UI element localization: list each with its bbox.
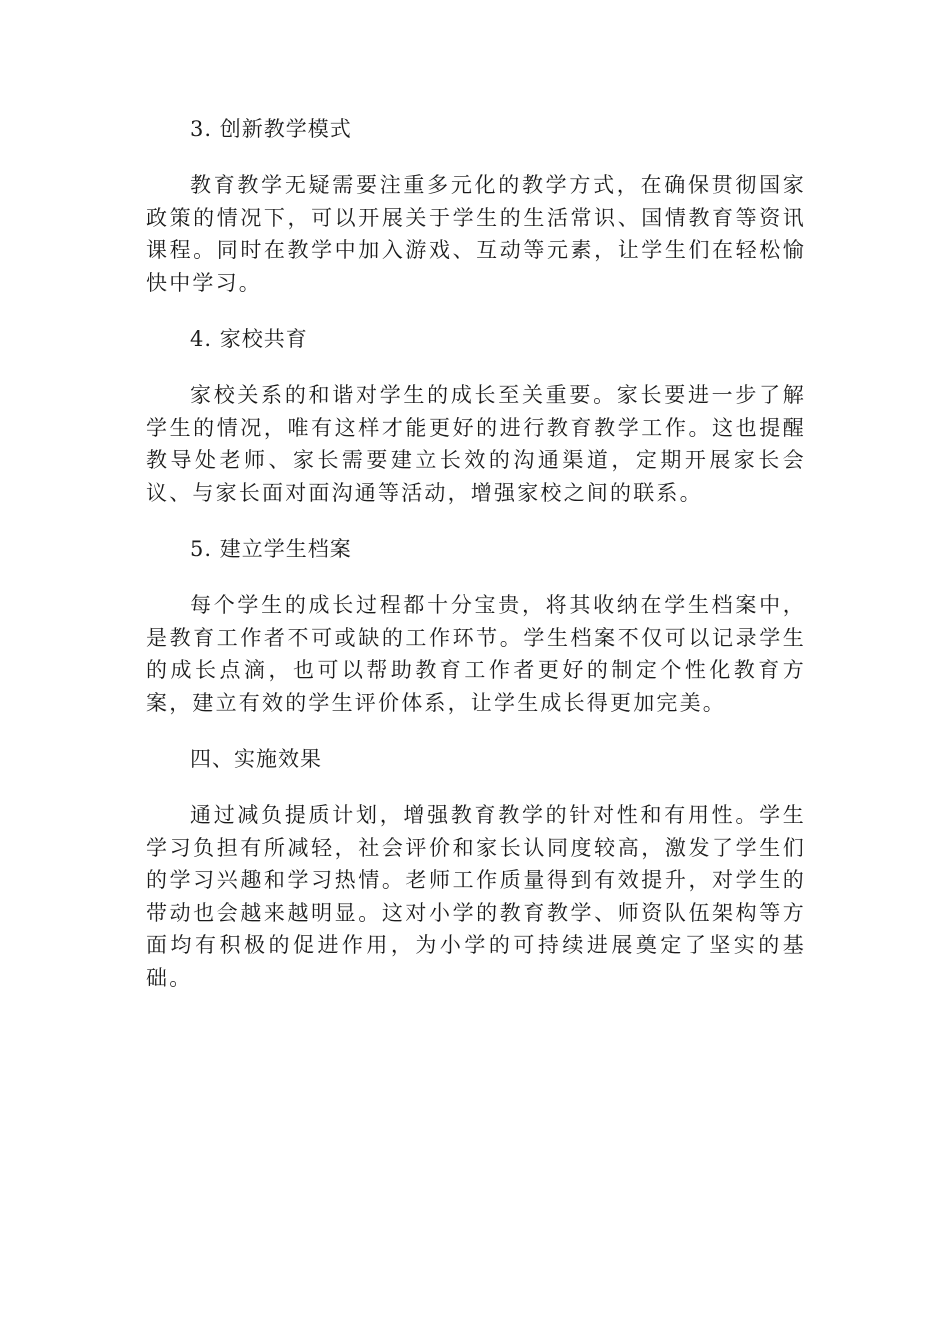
section-paragraph-home-school: 家校关系的和谐对学生的成长至关重要。家长要进一步了解学生的情况，唯有这样才能更好的进行教育教学工作。这也提醒教导处老师、家长需要建立长效的沟通渠道，定期开展家长会议、与家长面对面沟通等活动，增强家校之间的联系。 xyxy=(146,383,806,505)
section-paragraph-innovative-teaching: 教育教学无疑需要注重多元化的教学方式，在确保贯彻国家政策的情况下，可以开展关于学生的生活常识、国情教育等资讯课程。同时在教学中加入游戏、互动等元素，让学生们在轻松愉快中学习。 xyxy=(146,173,806,295)
section-paragraph-results: 通过减负提质计划，增强教育教学的针对性和有用性。学生学习负担有所减轻，社会评价和家长认同度较高，激发了学生们的学习兴趣和学习热情。老师工作质量得到有效提升，对学生的带动也会越来越明显。这对小学的教育教学、师资队伍架构等方面均有积极的促进作用，为小学的可持续进展奠定了坚实的基础。 xyxy=(146,803,806,990)
section-heading-innovative-teaching: 3. 创新教学模式 xyxy=(190,117,352,141)
section-paragraph-student-records: 每个学生的成长过程都十分宝贵，将其收纳在学生档案中，是教育工作者不可或缺的工作环节。学生档案不仅可以记录学生的成长点滴，也可以帮助教育工作者更好的制定个性化教育方案，建立有效的学生评价体系，让学生成长得更加完美。 xyxy=(146,593,806,715)
document-body xyxy=(146,113,806,1018)
section-heading-student-records: 5. 建立学生档案 xyxy=(190,537,352,561)
section-heading-results: 四、实施效果 xyxy=(190,747,322,771)
section-heading-home-school: 4. 家校共育 xyxy=(190,327,308,351)
